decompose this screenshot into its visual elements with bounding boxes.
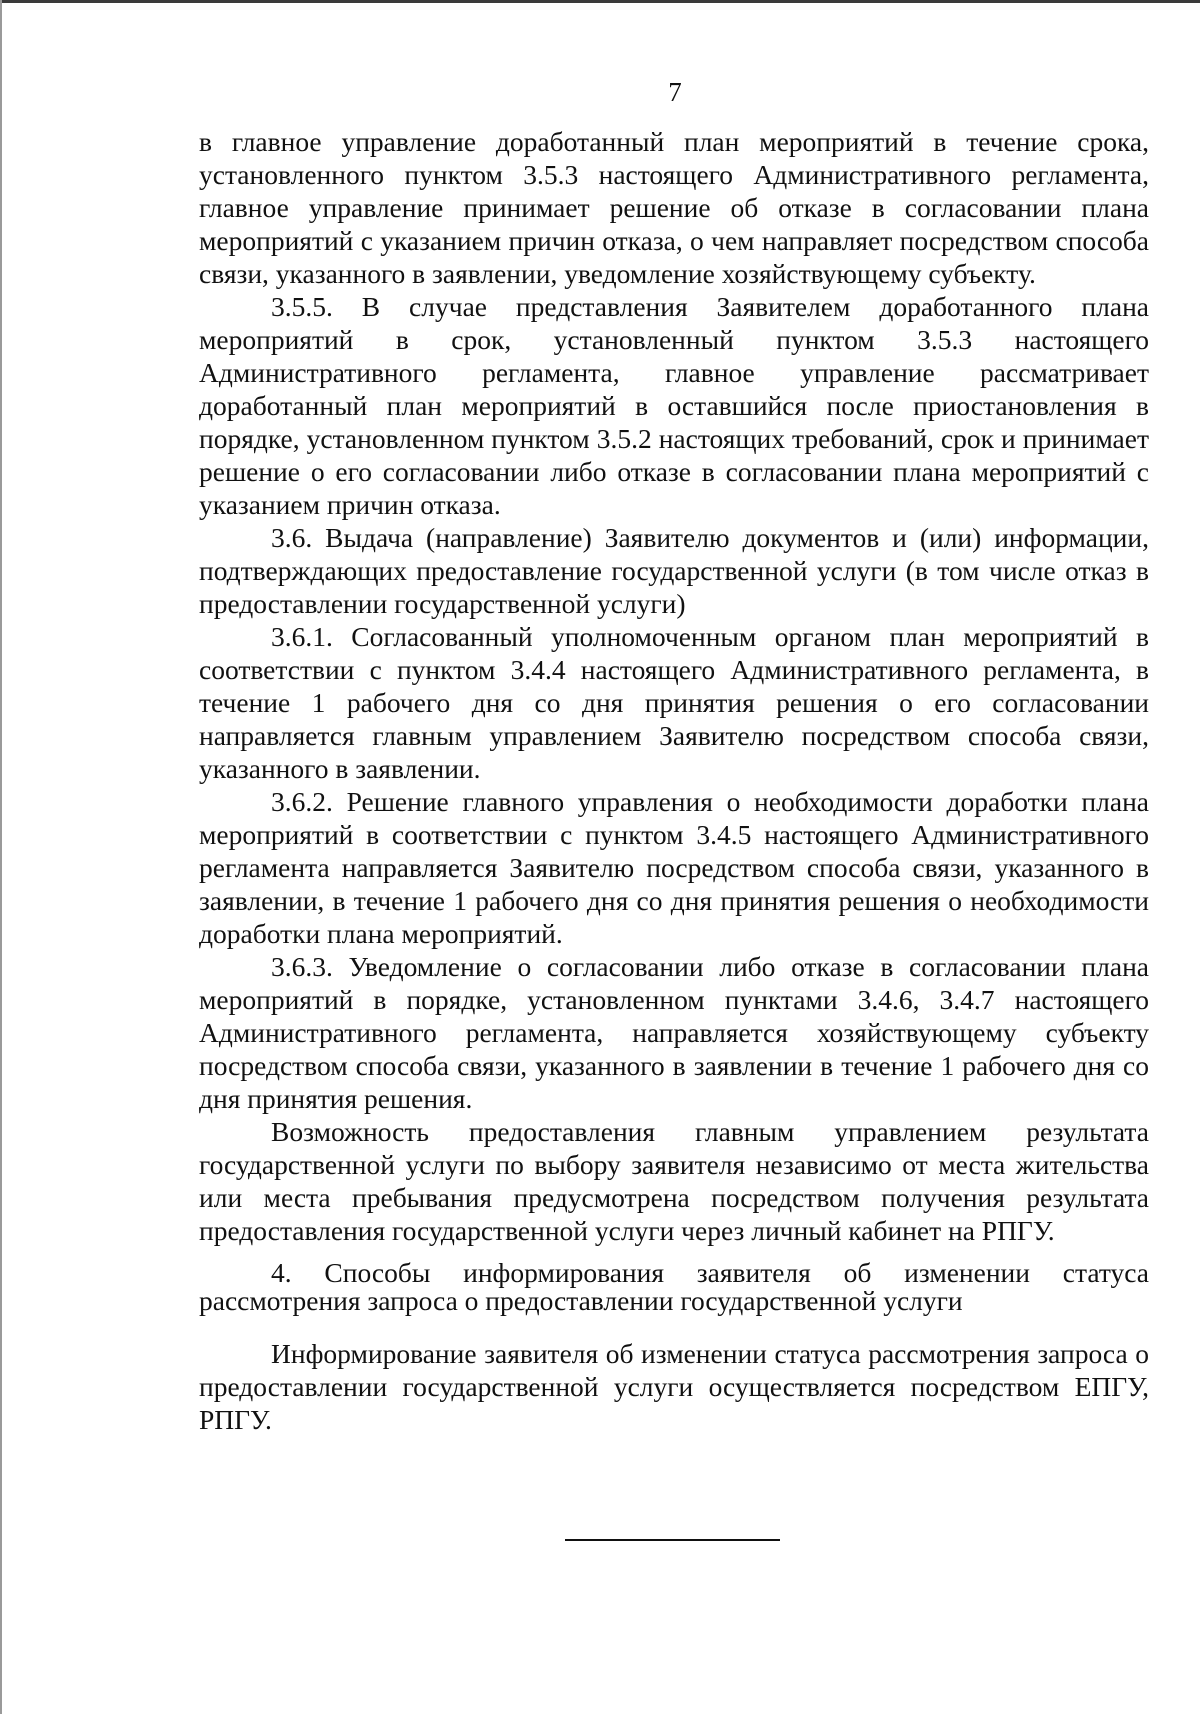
paragraph-continuation: в главное управление доработанный план мероприятий в течение срока, установленного пунктом 3.5.3 настоящего Административного регламента, главное управление принимает решение об отказе в согласовании плана мероприятий с указанием причин отказа, о чем направляет посредством способа связи, указанного в заявлении, уведомление хозяйствующему субъекту. bbox=[199, 126, 1149, 289]
paragraph-informing: Информирование заявителя об изменении статуса рассмотрения запроса о предоставлении государственной услуги осуществляется посредством ЕПГУ, РПГУ. bbox=[199, 1338, 1149, 1435]
paragraph-3-5-5: 3.5.5. В случае представления Заявителем доработанного плана мероприятий в срок, установленный пунктом 3.5.3 настоящего Административного регламента, главное управление рассматривает доработанный план мероприятий в оставшийся после приостановления в порядке, установленном пунктом 3.5.2 настоящих требований, срок и принимает решение о его согласовании либо отказе в согласовании плана мероприятий с указанием причин отказа. bbox=[199, 291, 1149, 520]
end-rule-divider bbox=[565, 1539, 780, 1541]
document-body bbox=[199, 125, 1149, 1436]
paragraph-3-6-1: 3.6.1. Согласованный уполномоченным органом план мероприятий в соответствии с пунктом 3.4.4 настоящего Административного регламента, в течение 1 рабочего дня со дня принятия решения о его согласовании направляется главным управлением Заявителю посредством способа связи, указанного в заявлении. bbox=[199, 621, 1149, 784]
paragraph-result-possibility: Возможность предоставления главным управлением результата государственной услуги по выбору заявителя независимо от места жительства или места пребывания предусмотрена посредством получения результата предоставления государственной услуги через личный кабинет на РПГУ. bbox=[199, 1116, 1149, 1246]
scan-edge-left bbox=[0, 0, 2, 1714]
section-heading-4: 4. Способы информирования заявителя об изменении статуса рассмотрения запроса о предоставлении государственной услуги bbox=[199, 1257, 1149, 1316]
page-number: 7 bbox=[668, 77, 682, 107]
scan-edge-top bbox=[0, 0, 1200, 3]
paragraph-3-6-2: 3.6.2. Решение главного управления о необходимости доработки плана мероприятий в соответствии с пунктом 3.4.5 настоящего Административного регламента направляется Заявителю посредством способа связи, указанного в заявлении, в течение 1 рабочего дня со дня принятия решения о необходимости доработки плана мероприятий. bbox=[199, 786, 1149, 949]
paragraph-3-6: 3.6. Выдача (направление) Заявителю документов и (или) информации, подтверждающих предоставление государственной услуги (в том числе отказ в предоставлении государственной услуги) bbox=[199, 522, 1149, 619]
paragraph-3-6-3: 3.6.3. Уведомление о согласовании либо отказе в согласовании плана мероприятий в порядке, установленном пунктами 3.4.6, 3.4.7 настоящего Административного регламента, направляется хозяйствующему субъекту посредством способа связи, указанного в заявлении в течение 1 рабочего дня со дня принятия решения. bbox=[199, 951, 1149, 1114]
